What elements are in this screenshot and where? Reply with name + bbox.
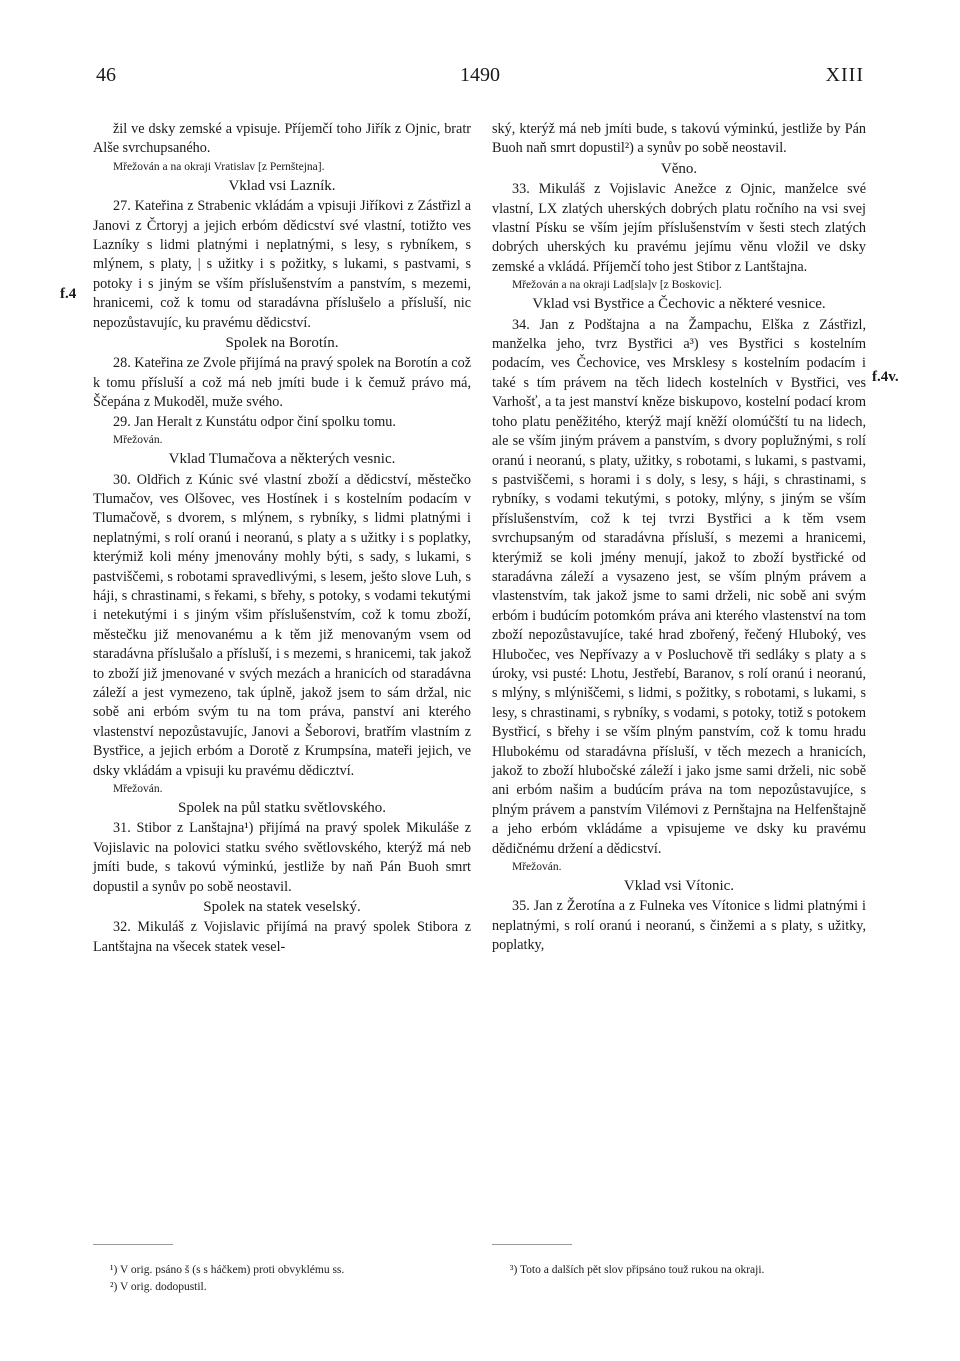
paragraph: 35. Jan z Žerotína a z Fulneka ves Vítonice s lidmi platnými i neplatnými, s rolí oranú i neoranú, s činžemi a s platy, s užitky, poplatky, <box>492 898 866 954</box>
footnotes-left <box>110 1262 470 1296</box>
margin-folio-left: f.4 <box>60 286 77 302</box>
right-column <box>492 120 866 956</box>
running-header <box>96 64 864 94</box>
section-heading: Vklad vsi Bystřice a Čechovic a některé vesnice. <box>532 296 826 313</box>
section-heading: Spolek na Borotín. <box>225 335 339 352</box>
paragraph: 33. Mikuláš z Vojislavic Anežce z Ojnic, manželce své vlastní, LX zlatých uherských dobrých platu ročního na vsi svej vlastní Písku se vším jejím příslušenstvím v šesti stech zlatých dobrých uherských ku pravému jejímu věnu vložil ve dsky zemské a vkládá. Příjemčí toho jest Stibor z Lantštajna. <box>492 181 866 275</box>
paragraph: žil ve dsky zemské a vpisuje. Příjemčí toho Jiřík z Ojnic, bratr Alše svrchupsaného. <box>93 121 471 157</box>
section-heading: Spolek na půl statku světlovského. <box>178 800 386 816</box>
left-column <box>93 120 471 957</box>
section-heading: Vklad Tlumačova a některých vesnic. <box>168 451 396 468</box>
footnotes-right <box>510 1262 866 1279</box>
section-heading: Vklad vsi Vítonic. <box>623 878 735 895</box>
section-heading: Spolek na statek veselský. <box>203 899 361 916</box>
paragraph: 31. Stibor z Lanštajna¹) přijímá na pravý spolek Mikuláše z Vojislavic na polovici statku svého světlovského, kterýž má neb jmíti bude, s takovú výminkú, jestliže by naň Pán Buoh smrt dopustil a synův po sobě neostavil. <box>93 820 471 895</box>
year-heading: 1490 <box>460 64 500 86</box>
footnote: ³) Toto a dalších pět slov připsáno touž rukou na okraji. <box>510 1264 765 1276</box>
footnote-rule-left <box>93 1244 173 1245</box>
editorial-note: Mřežován a na okraji Vratislav [z Pernštejna]. <box>113 160 325 173</box>
editorial-note: Mřežován. <box>113 434 163 447</box>
paragraph: 34. Jan z Podštajna a na Žampachu, Elška z Zástřizl, manželka jeho, tvrz Bystřici a³) ves Bystřici s kostelním podacím, ves Čechovice, ves Mrsklesy s kostelním podacím i také s tím právem na těch lidech kostelních v Bystřici, ves Varhošť, a ta jest manství kněze biskupovo, kostelní podací krom toho platu peněžitého, kterýž mají kněží olomúčští tu na lidech, ale se vším jiným právem a panstvím, s dvory poplužnými, s rolí oranú i neoranú, s platy, užitky, s robotami, s lukami, s pastvami, s pastviščemi, s horami i s doly, s lesy, s háji, s chrastinami, s rybníky, s vodami tekutými, s potoky, mlýny, s jiným se vším příslušenstvím, což k tej tvrzi Bystřici a k těm vsem svrchupsaným od staradávna přísluší, s mezemi a hranicemi, kterýmiž se koli jmény menují, jakož to zboží bystřické od staradávna záleží a vysazeno jest, se vším plným právem a vlastenstvím, tak jakož jsme to sami drželi, nic sobě ani svým erbóm i budúcím potomkóm práva ani kterého vlastenství na tom zboží nepozůstavujíce, také hrad zbořený, řečený Hluboký, ves Hlubočec, ves Nepřívazy a v Posluchově tři sedláky s platy a s úroky, vsi pusté: Lhotu, Jestřebí, Baranov, s rolí oranú i neoranú, s mlýny, s mlýniščemi, s lidmi, s požitky, s robotami, s lukami, s lesy, s chrastinami, s rybníky, s vodami, s potoky, totiž s potokem Bystřicí, s břehy i se vším plným panstvím, což k tomu hradu Hlubokému od staradávna přísluší, v těch mezech a hranicích, jakož to zboží hlubočské záleží i jako jsme sami drželi, nic sobě ani erbóm našim a budúcím práva na tom nepozůstavujíce, s plným právem a panstvím Vilémovi z Pernštajna na Helfenštajně a jeho erbóm vkládáme a vpisujeme ve dsky ku pravému dědičnému držení a dědicství. <box>492 316 866 857</box>
section-heading: Vklad vsi Lazník. <box>228 177 336 194</box>
paragraph: 32. Mikuláš z Vojislavic přijímá na pravý spolek Stibora z Lantštajna na všecek statek vesel- <box>93 919 471 955</box>
editorial-note: Mřežován. <box>113 783 163 795</box>
page-number: 46 <box>96 64 116 86</box>
paragraph: ský, kterýž má neb jmíti bude, s takovú výminkú, jestliže by Pán Buoh naň smrt dopustil²) a synův po sobě neostavil. <box>492 121 866 157</box>
paragraph: 30. Oldřich z Kúnic své vlastní zboží a dědicství, městečko Tlumačov, ves Olšovec, ves Hostínek i s kostelním podacím v Tlumačově, s dvorem, s mlýnem, s rybníky, s lidmi platnými i neplatnými, s rolí oranú i neoranú, s platy a s užitky i s poplatky, kterýmiž koli mény jmenovány mohly býti, s sady, s lukami, s pastviščemi, s robotami spravedlivými, s lesem, ješto slove Luh, s háji, s chrastinami, s řekami, s břehy, s potoky, s vodami tekutými i netekutými i s jiným všim příslušenstvím, což k tomu zboží, městečku již menovanému a k těm již menovaným vsem od staradávna příslušalo a přísluší, i s mezemi, s hranicemi, tak jakož to zboží již jmenované v svých mezách a hranicích od staradávna záleží a jest vymezeno, tak úplně, jakož jsem to sám držal, nic sobě ani erbóm svým tu na tom práva, panství ani kterého vlastenství nepozůstavujíc, Janovi a Šeborovi, bratřím vlastním z Bystřice, a jejich erbóm a Dorotě z Krumpsína, mateři jejich, ve dsky vkládám a vpisuji ku pravému dědicztví. <box>93 471 471 779</box>
editorial-note: Mřežován a na okraji Lad[sla]v [z Boskovic]. <box>512 279 722 292</box>
paragraph: 27. Kateřina z Strabenic vkládám a vpisuji Jiříkovi z Zástřizl a Janovi z Črtoryj a jejich erbóm dědicství své vlastní, totižto ves Lazníky s lidmi platnými i neplatnými, s lesy, s rybníkem, s mlýnem, s platy, | s užitky i s požitky, s lukami, s pastvami, s potoky i s jiným se vším příslušenstvím a panstvím, s mezemi, hranicemi, což k tomu od staradávna příslušelo a přísluší, nic nepozůstavujíc, ku pravému dědicství. <box>93 198 471 331</box>
margin-folio-right: f.4v. <box>872 369 899 385</box>
section-heading: Věno. <box>660 160 698 177</box>
paragraph: 29. Jan Heralt z Kunstátu odpor činí spolku tomu. <box>113 413 396 430</box>
volume-number: XIII <box>825 64 864 86</box>
footnote: ²) V orig. dodopustil. <box>110 1281 207 1293</box>
editorial-note: Mřežován. <box>512 861 562 874</box>
footnote-rule-right <box>492 1244 572 1245</box>
paragraph: 28. Kateřina ze Zvole přijímá na pravý spolek na Borotín a což k tomu přísluší a což má neb jmíti bude i k čemuž právo má, Ščepána z Mukoděl, muže svého. <box>93 355 471 411</box>
footnote: ¹) V orig. psáno š (s s háčkem) proti obvyklému ss. <box>110 1264 345 1276</box>
